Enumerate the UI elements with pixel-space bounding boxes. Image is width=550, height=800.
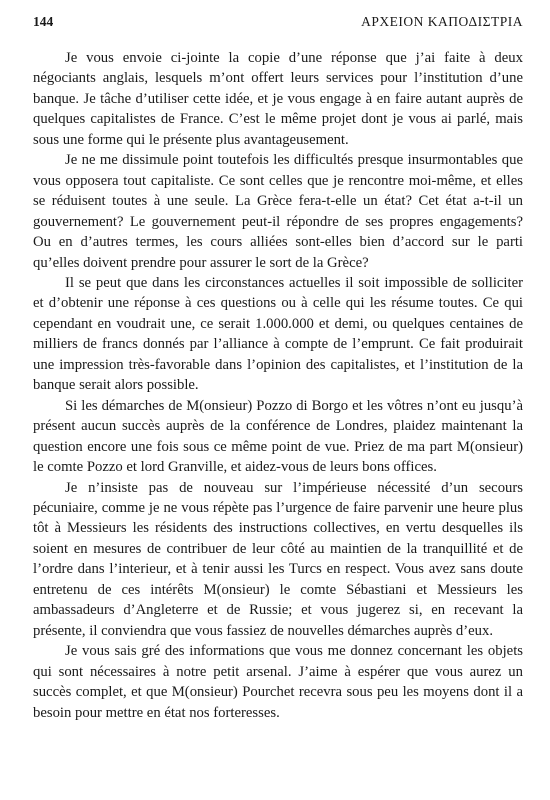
page-header (33, 14, 523, 34)
page-number: 144 (33, 14, 54, 29)
paragraph: Je vous sais gré des informations que vous me donnez concernant les objets qui sont nécessaires à notre petit arsenal. J’aime à espérer que vous aurez un succès complet, et que M(onsieur) Pourchet recevra sous peu les moyens dont il a besoin pour mettre en état nos forteresses. (33, 643, 523, 721)
document-page (33, 14, 523, 723)
paragraph: Il se peut que dans les circonstances actuelles il soit impossible de solliciter et d’obtenir une réponse à ces questions ou à celle qui les résume toutes. Ce qui cependant en voudrait une, ce serait 1.000.000 et demi, ou quelques centaines de milliers de francs donnés par l’alliance à compte de l’emprunt. Ce fait produirait une impression très-favorable dans l’opinion des capitalistes, et l’institution de la banque serait alors possible. (33, 274, 523, 394)
paragraph: Je vous envoie ci-jointe la copie d’une réponse que j’ai faite à deux négociants anglais, lesquels m’ont offert leurs services pour l’institution d’une banque. Je tâche d’utiliser cette idée, et je vous engage à en faire autant auprès de quelques capitalistes de France. C’est le même projet dont je vous ai parlé, mais sous une forme qui le présente plus avantageusement. (33, 50, 523, 148)
paragraph: Si les démarches de M(onsieur) Pozzo di Borgo et les vôtres n’ont eu jusqu’à présent aucun succès auprès de la conférence de Londres, plaidez maintenant la question encore une fois sous ce même point de vue. Priez de ma part M(onsieur) le comte Pozzo et lord Granville, et aidez-vous de leurs bons offices. (33, 397, 523, 476)
letter-body (33, 48, 523, 723)
running-title: ΑΡΧΕΙΟΝ ΚΑΠΟΔΙΣΤΡΙΑ (361, 14, 523, 29)
paragraph: Je ne me dissimule point toutefois les difficultés presque insurmontables que vous opposera tout capitaliste. Ce sont celles que je rencontre moi-même, et elles se réduisent toutes à une seule. La Grèce fera-t-elle un état? Cet état a-t-il un gouvernement? Le gouvernement peut-il répondre de ses propres engagements? Ou en d’autres termes, les cours alliées sont-elles bien d’accord sur le parti qu’elles doivent prendre pour assurer le sort de la Grèce? (33, 152, 523, 271)
paragraph: Je n’insiste pas de nouveau sur l’impérieuse nécessité d’un secours pécuniaire, comme je ne vous répète pas l’urgence de faire parvenir une heure plus tôt à Messieurs les résidents des instructions collectives, en vertu desquelles ils soient en mesures de contribuer de leur côté au maintien de la tranquillité et de l’ordre dans l’interieur, et à tenir aussi les Turcs en respect. Vous avez sans doute entretenu de ces intérêts M(onsieur) le comte Sébastiani et Messieurs les ambassadeurs d’Angleterre et de Russie; et vous jugerez si, en recevant la présente, il conviendra que vous fassiez de nouvelles démarches auprès d’eux. (33, 479, 523, 639)
